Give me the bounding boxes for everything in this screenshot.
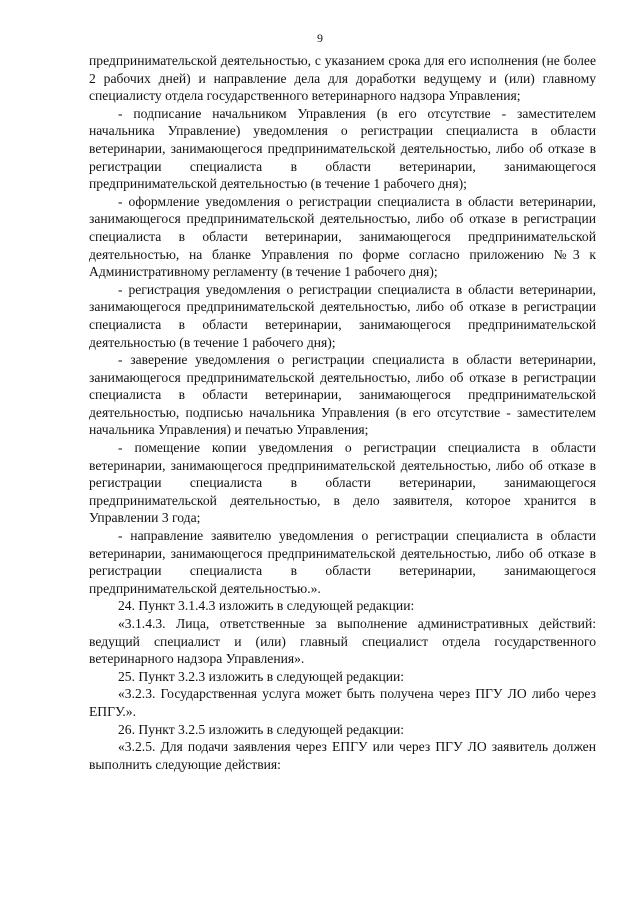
paragraph-certification: - заверение уведомления о регистрации специалиста в области ветеринарии, занимающегося предпринимательской деятельностью, либо об отказе в регистрации специалиста в области ветеринарии, занимающегося предпринимательской деятельностью, подписью начальника Управления (в его отсутствие - заместителем начальника Управления) и печатью Управления; xyxy=(89,352,596,438)
paragraph-clause-3-2-5: «3.2.5. Для подачи заявления через ЕПГУ или через ПГУ ЛО заявитель должен выполнить следующие действия: xyxy=(89,739,596,772)
paragraph-clause-3-1-4-3: «3.1.4.3. Лица, ответственные за выполнение административных действий: ведущий специалист и (или) главный специалист отдела государственного ветеринарного надзора Управления». xyxy=(89,616,596,667)
paragraph-clause-3-2-3: «3.2.3. Государственная услуга может быть получена через ПГУ ЛО либо через ЕПГУ.». xyxy=(89,686,596,719)
paragraph-sending: - направление заявителю уведомления о регистрации специалиста в области ветеринарии, занимающегося предпринимательской деятельностью, либо об отказе в регистрации специалиста в области ветеринарии, занимающегося предпринимательской деятельностью.». xyxy=(89,528,596,596)
paragraph-registration: - регистрация уведомления о регистрации специалиста в области ветеринарии, занимающегося предпринимательской деятельностью, либо об отказе в регистрации специалиста в области ветеринарии, занимающегося предпринимательской деятельностью (в течение 1 рабочего дня); xyxy=(89,281,596,350)
paragraph-signing: - подписание начальником Управления (в его отсутствие - заместителем начальника Управление) уведомления о регистрации специалиста в области ветеринарии, занимающегося предпринимательской деятельностью, либо об отказе в регистрации специалиста в области ветеринарии, занимающегося предпринимательской деятельностью (в течение 1 рабочего дня); xyxy=(89,105,596,192)
paragraph-filing: - помещение копии уведомления о регистрации специалиста в области ветеринарии, занимающегося предпринимательской деятельностью, либо об отказе в регистрации специалиста в области ветеринарии, занимающегося предпринимательской деятельностью, в дело заявителя, которое хранится в Управлении 3 года; xyxy=(89,440,596,526)
page-number: 9 xyxy=(317,31,323,45)
paragraph-item-24: 24. Пункт 3.1.4.3 изложить в следующей редакции: xyxy=(118,598,415,614)
paragraph-item-25: 25. Пункт 3.2.3 изложить в следующей редакции: xyxy=(118,668,405,684)
paragraph-item-26: 26. Пункт 3.2.5 изложить в следующей редакции: xyxy=(118,721,405,737)
document-body xyxy=(89,52,596,773)
paragraph-continuation: предпринимательской деятельностью, с указанием срока для его исполнения (не более 2 рабочих дней) и направление дела для доработки ведущему и (или) главному специалисту отдела государственного ветеринарного надзора Управления; xyxy=(89,53,596,104)
paragraph-formatting: - оформление уведомления о регистрации специалиста в области ветеринарии, занимающегося предпринимательской деятельностью, либо об отказе в регистрации специалиста в области ветеринарии, занимающегося предпринимательской деятельностью, на бланке Управления по форме согласно приложению №3 к Административному регламенту (в течение 1 рабочего дня); xyxy=(89,193,596,280)
